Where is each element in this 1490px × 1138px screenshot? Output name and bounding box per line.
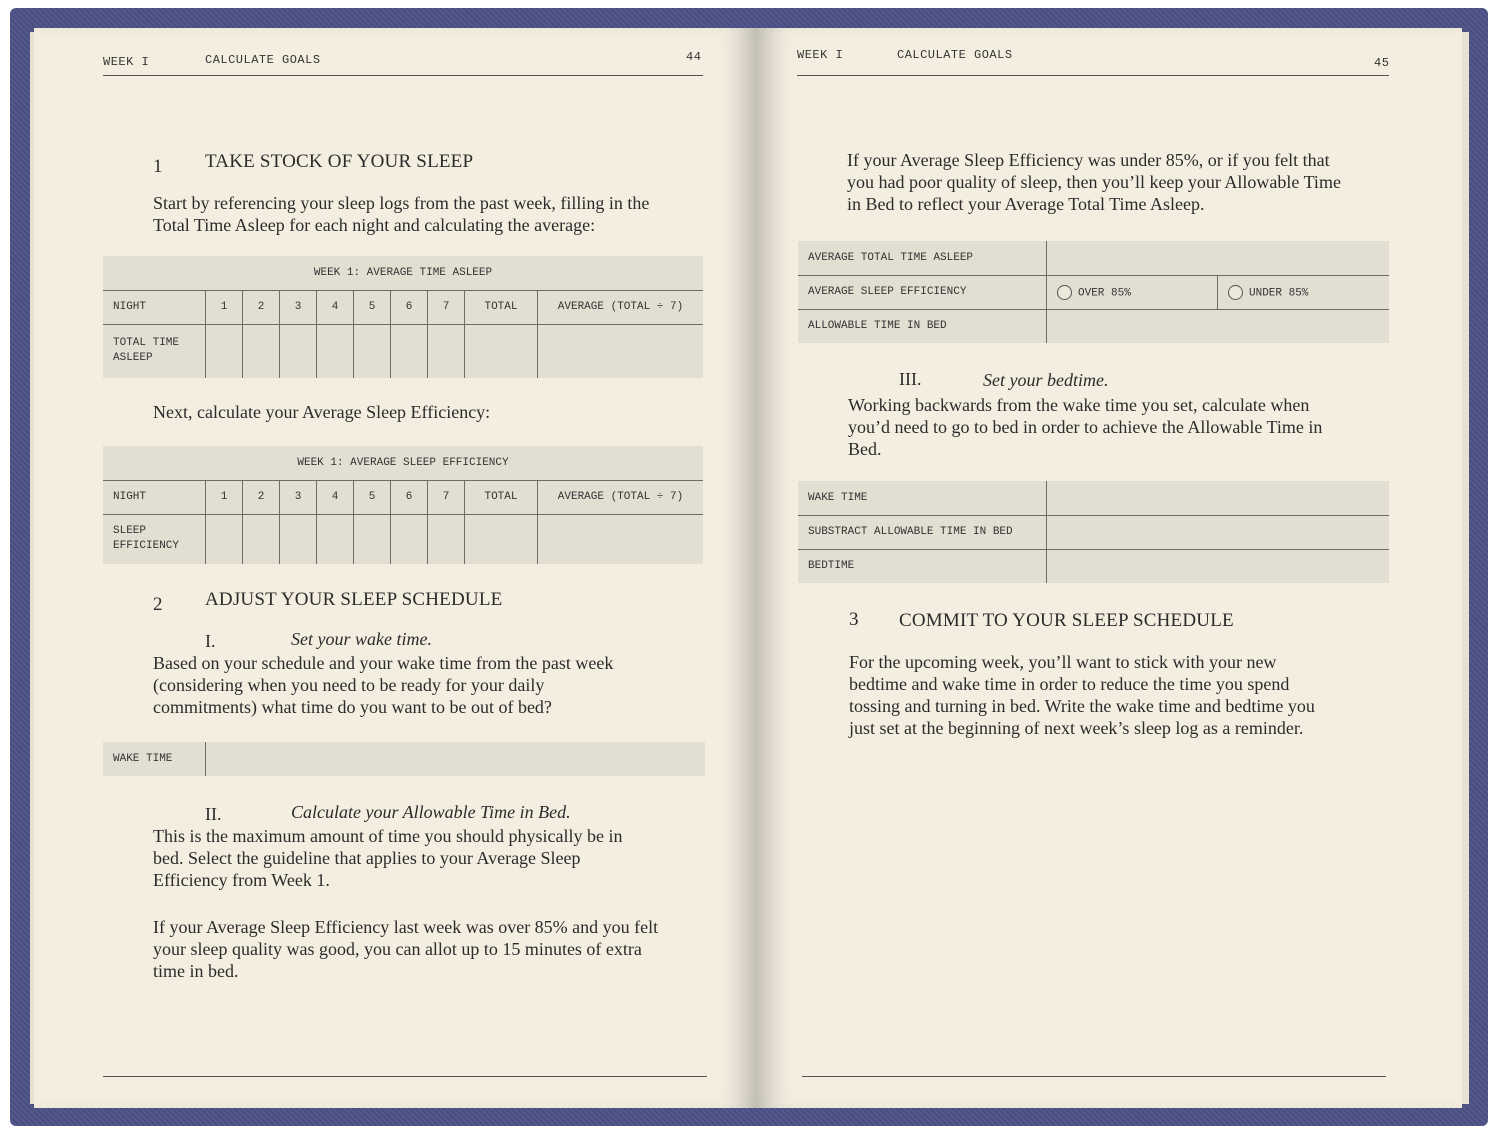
input-cell[interactable] xyxy=(1047,481,1390,515)
step-text: This is the maximum amount of time you should physically be in bed. Select the guideline that applies to your Average Sleep Efficiency from Week 1. xyxy=(153,826,623,890)
column-header: AVERAGE (TOTAL ÷ 7) xyxy=(538,290,704,324)
right-page xyxy=(756,28,1462,1108)
column-header: 4 xyxy=(317,290,354,324)
step-number: I. xyxy=(205,631,216,651)
input-cell[interactable] xyxy=(280,324,317,378)
input-cell[interactable] xyxy=(354,514,391,564)
input-cell[interactable] xyxy=(391,324,428,378)
column-header: 6 xyxy=(391,290,428,324)
section-intro: Start by referencing your sleep logs from the past week, filling in the Total Time Asleep for each night and calculating the average: xyxy=(153,193,650,235)
row-label: TOTAL TIME ASLEEP xyxy=(103,324,206,378)
section-text: For the upcoming week, you’ll want to stick with your new bedtime and wake time in order to reduce the time you spend tossing and turning in bed. Write the wake time and bedtime you just set at the beginning of next week’s sleep log as a reminder. xyxy=(849,652,1315,738)
input-cell[interactable] xyxy=(428,514,465,564)
page-number: 44 xyxy=(686,50,702,64)
row-label: BEDTIME xyxy=(798,549,1047,583)
radio-circle-icon[interactable] xyxy=(1228,285,1243,300)
header-section: CALCULATE GOALS xyxy=(897,48,1013,62)
input-cell[interactable] xyxy=(280,514,317,564)
column-header: 4 xyxy=(317,480,354,514)
section-title: COMMIT TO YOUR SLEEP SCHEDULE xyxy=(899,610,1234,631)
radio-circle-icon[interactable] xyxy=(1057,285,1072,300)
column-header: 2 xyxy=(243,290,280,324)
row-label: WAKE TIME xyxy=(798,481,1047,515)
input-cell[interactable] xyxy=(391,514,428,564)
input-cell[interactable] xyxy=(243,514,280,564)
bedtime-table xyxy=(798,481,1389,583)
section-number: 1 xyxy=(153,156,163,177)
input-cell[interactable] xyxy=(354,324,391,378)
column-header: AVERAGE (TOTAL ÷ 7) xyxy=(538,480,704,514)
column-header: 3 xyxy=(280,290,317,324)
row-header: NIGHT xyxy=(103,480,206,514)
footer-rule xyxy=(802,1076,1386,1077)
column-header: 7 xyxy=(428,290,465,324)
input-cell[interactable] xyxy=(465,514,538,564)
table-caption: WEEK 1: AVERAGE TIME ASLEEP xyxy=(103,256,703,290)
column-header: 5 xyxy=(354,480,391,514)
input-cell[interactable] xyxy=(243,324,280,378)
column-header: 1 xyxy=(206,290,243,324)
avg-time-asleep-table xyxy=(103,256,703,378)
input-cell[interactable] xyxy=(1047,549,1390,583)
option-over-85[interactable] xyxy=(1047,275,1218,309)
input-cell[interactable] xyxy=(1047,309,1390,343)
header-week: WEEK I xyxy=(797,48,844,62)
header-week: WEEK I xyxy=(103,55,150,69)
option-label: OVER 85% xyxy=(1078,286,1131,299)
header-rule xyxy=(797,75,1389,76)
section-number: 2 xyxy=(153,594,163,615)
step-title: Set your wake time. xyxy=(291,629,432,649)
input-cell[interactable] xyxy=(428,324,465,378)
step-text-2: If your Average Sleep Efficiency last week was over 85% and you felt your sleep quality was good, you can allot up to 15 minutes of extra time in bed. xyxy=(153,917,659,981)
header-section: CALCULATE GOALS xyxy=(205,53,321,67)
column-header: 5 xyxy=(354,290,391,324)
input-cell[interactable] xyxy=(206,324,243,378)
section-title: TAKE STOCK OF YOUR SLEEP xyxy=(205,151,474,172)
right-intro: If your Average Sleep Efficiency was under 85%, or if you felt that you had poor quality of sleep, then you’ll keep your Allowable Time in Bed to reflect your Average Total Time Asleep. xyxy=(847,150,1341,214)
step-text: Based on your schedule and your wake time from the past week (considering when you need to be ready for your daily commitments) what time do you want to be out of bed? xyxy=(153,653,614,717)
input-cell[interactable] xyxy=(206,742,706,776)
input-cell[interactable] xyxy=(465,324,538,378)
step-number: III. xyxy=(899,369,922,389)
step-text: Working backwards from the wake time you set, calculate when you’d need to go to bed in order to achieve the Allowable Time in Bed. xyxy=(848,395,1323,459)
step-title: Calculate your Allowable Time in Bed. xyxy=(291,802,571,822)
row-label: AVERAGE TOTAL TIME ASLEEP xyxy=(798,241,1047,275)
step-number: II. xyxy=(205,804,222,824)
input-cell[interactable] xyxy=(1047,515,1390,549)
column-header: TOTAL xyxy=(465,290,538,324)
option-under-85[interactable] xyxy=(1218,275,1390,309)
efficiency-intro: Next, calculate your Average Sleep Efficiency: xyxy=(153,402,491,422)
header-rule xyxy=(103,75,703,76)
column-header: TOTAL xyxy=(465,480,538,514)
row-header: NIGHT xyxy=(103,290,206,324)
input-cell[interactable] xyxy=(317,324,354,378)
input-cell[interactable] xyxy=(206,514,243,564)
table-caption: WEEK 1: AVERAGE SLEEP EFFICIENCY xyxy=(103,446,703,480)
page-number: 45 xyxy=(1374,56,1390,70)
allowable-time-table xyxy=(798,241,1389,343)
input-cell[interactable] xyxy=(317,514,354,564)
footer-rule xyxy=(103,1076,707,1077)
row-label: AVERAGE SLEEP EFFICIENCY xyxy=(798,275,1047,309)
wake-time-table xyxy=(103,742,705,776)
column-header: 1 xyxy=(206,480,243,514)
input-cell[interactable] xyxy=(1047,241,1390,275)
row-label: SLEEP EFFICIENCY xyxy=(103,514,206,564)
left-page xyxy=(34,28,756,1108)
row-label: SUBSTRACT ALLOWABLE TIME IN BED xyxy=(798,515,1047,549)
input-cell[interactable] xyxy=(538,514,704,564)
column-header: 7 xyxy=(428,480,465,514)
section-number: 3 xyxy=(849,609,859,630)
column-header: 2 xyxy=(243,480,280,514)
row-label: WAKE TIME xyxy=(103,742,206,776)
column-header: 3 xyxy=(280,480,317,514)
column-header: 6 xyxy=(391,480,428,514)
input-cell[interactable] xyxy=(538,324,704,378)
avg-sleep-efficiency-table xyxy=(103,446,703,564)
row-label: ALLOWABLE TIME IN BED xyxy=(798,309,1047,343)
step-title: Set your bedtime. xyxy=(983,370,1109,390)
section-title: ADJUST YOUR SLEEP SCHEDULE xyxy=(205,589,503,610)
option-label: UNDER 85% xyxy=(1249,286,1309,299)
